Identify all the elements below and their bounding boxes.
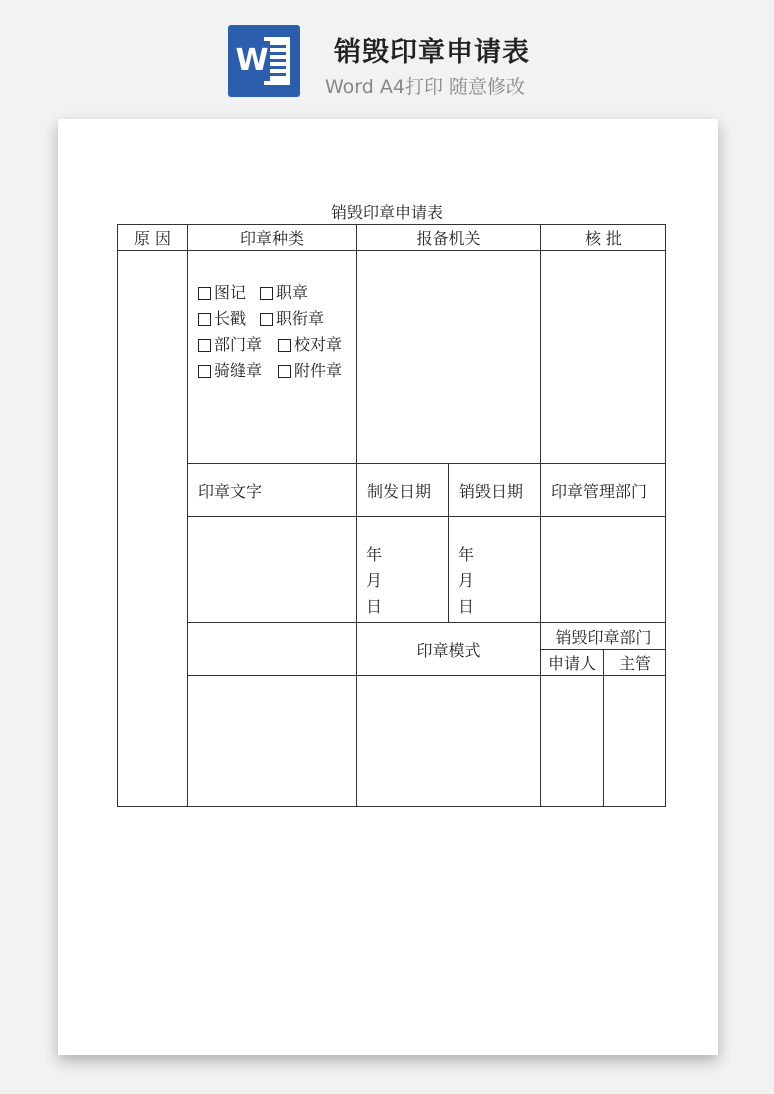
header-report-agency: 报备机关 — [416, 229, 481, 248]
checkbox[interactable] — [198, 365, 211, 378]
checkbox[interactable] — [260, 287, 273, 300]
checkbox[interactable] — [278, 339, 291, 352]
option-qifengzhang[interactable]: 骑缝章 — [198, 358, 278, 384]
option-changchuo[interactable]: 长戳 — [198, 306, 260, 332]
label-supervisor: 主管 — [618, 654, 651, 673]
label-applicant: 申请人 — [547, 654, 596, 673]
checkbox[interactable] — [198, 339, 211, 352]
label-issue-date: 制发日期 — [367, 481, 432, 501]
issue-date-parts — [366, 542, 382, 620]
year-label: 年 — [366, 545, 383, 564]
option-bumenzhang[interactable]: 部门章 — [198, 332, 278, 358]
page-subtitle: Word A4打印 随意修改 — [325, 76, 526, 98]
checkbox[interactable] — [260, 313, 273, 326]
header-approval: 核 批 — [584, 229, 623, 248]
form-title: 销毁印章申请表 — [330, 203, 443, 222]
word-icon-letter: W — [234, 41, 270, 81]
label-seal-pattern: 印章模式 — [416, 640, 481, 660]
option-jiaoduizhang[interactable]: 校对章 — [278, 332, 342, 358]
label-destroy-date: 销毁日期 — [459, 481, 524, 501]
destroy-date-parts — [458, 542, 474, 620]
day-label: 日 — [366, 597, 383, 616]
header-seal-type: 印章种类 — [239, 229, 304, 248]
option-zhixianzhang[interactable]: 职衔章 — [260, 306, 324, 332]
checkbox[interactable] — [278, 365, 291, 378]
year-label: 年 — [458, 545, 475, 564]
page-title: 销毁印章申请表 — [334, 37, 530, 68]
checkbox[interactable] — [198, 287, 211, 300]
day-label: 日 — [458, 597, 475, 616]
month-label: 月 — [458, 571, 475, 590]
header-reason: 原 因 — [133, 229, 172, 248]
label-mgmt-dept: 印章管理部门 — [551, 481, 648, 501]
month-label: 月 — [366, 571, 383, 590]
option-tuji[interactable]: 图记 — [198, 280, 260, 306]
option-fujianzhang[interactable]: 附件章 — [278, 358, 342, 384]
label-destroy-dept: 销毁印章部门 — [555, 627, 652, 647]
option-zhizhang[interactable]: 职章 — [260, 280, 308, 306]
checkbox[interactable] — [198, 313, 211, 326]
seal-type-options — [198, 280, 342, 384]
label-seal-text: 印章文字 — [198, 481, 263, 501]
